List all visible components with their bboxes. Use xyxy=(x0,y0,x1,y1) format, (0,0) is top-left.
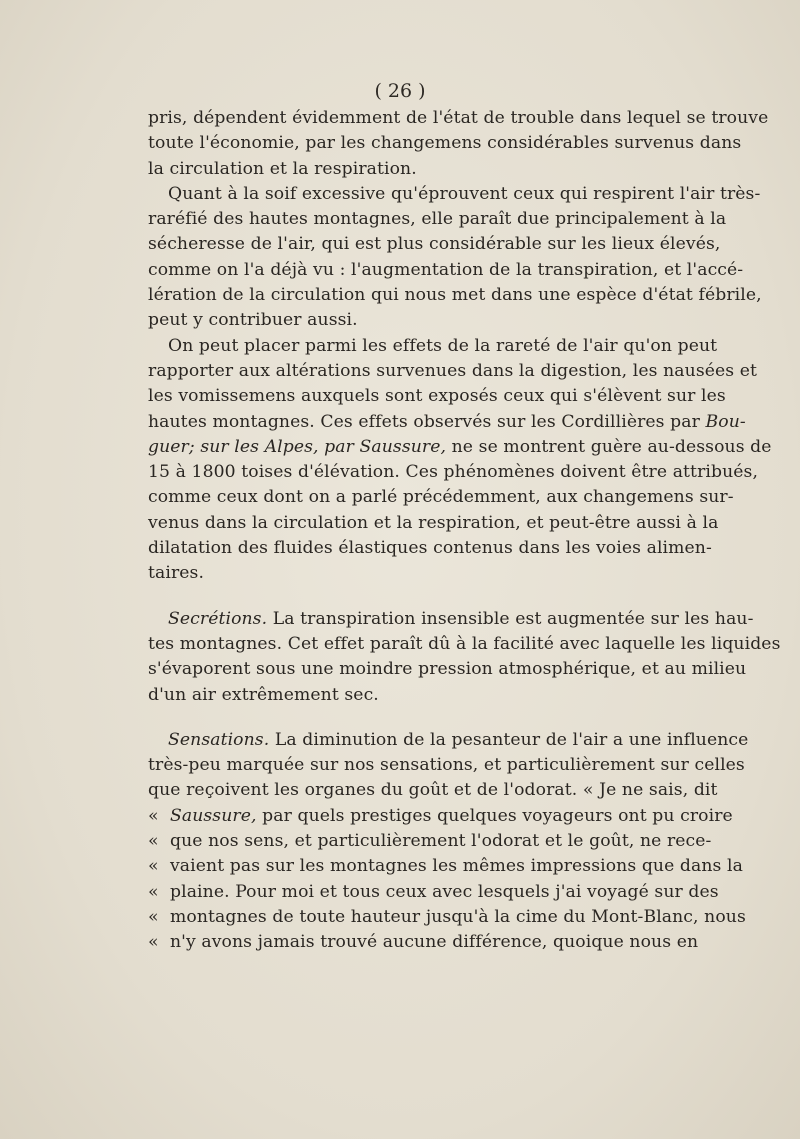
text-line: rapporter aux altérations survenues dans la digestion, les nausées et xyxy=(148,360,758,381)
text-line: On peut placer parmi les effets de la rareté de l'air qu'on peut xyxy=(168,335,718,356)
text-line: Quant à la soif excessive qu'éprouvent ceux qui respirent l'air très- xyxy=(168,183,761,204)
paragraph-4 xyxy=(148,607,781,708)
text-run: n'y avons jamais trouvé aucune différence, quoique nous en xyxy=(170,932,699,953)
text-run: La transpiration insensible est augmentée sur les hau- xyxy=(272,608,754,629)
quote-mark: « xyxy=(148,805,159,826)
text-run: guer; sur les Alpes, par xyxy=(148,436,354,457)
paragraph-2 xyxy=(148,182,762,334)
author-name-saussure: Saussure, xyxy=(170,805,257,826)
text-run: plaine. Pour moi et tous ceux avec lesquels j'ai voyagé sur des xyxy=(170,881,719,902)
text-run: par quels prestiges quelques voyageurs ont pu croire xyxy=(262,805,733,826)
quote-mark: « xyxy=(148,831,159,852)
text-run: ne se montrent guère au-dessous de xyxy=(446,436,772,457)
text-line: très-peu marquée sur nos sensations, et particulièrement sur celles xyxy=(148,755,745,776)
text-line: 15 à 1800 toises d'élévation. Ces phénomènes doivent être attribués, xyxy=(148,462,759,483)
text-line: taires. xyxy=(148,563,205,584)
text-line xyxy=(148,930,699,955)
paragraph-5 xyxy=(148,728,749,956)
text-line: les vomissemens auxquels sont exposés ceux qui s'élèvent sur les xyxy=(148,386,726,407)
text-line xyxy=(148,778,718,803)
text-line xyxy=(148,829,712,854)
text-run: que nos sens, et particulièrement l'odorat et le goût, ne rece- xyxy=(170,831,712,852)
page-number: ( 26 ) xyxy=(374,80,426,102)
text-line: d'un air extrêmement sec. xyxy=(148,684,379,705)
text-run: La diminution de la pesanteur de l'air a une influence xyxy=(274,729,749,750)
author-name-bouguer: Bou- xyxy=(705,411,746,432)
author-name-saussure: Saussure, xyxy=(359,436,447,457)
text-run: que reçoivent les organes du goût et de l'odorat. xyxy=(148,780,578,801)
text-line: venus dans la circulation et la respiration, et peut-être aussi à la xyxy=(148,512,719,533)
text-line: s'évaporent sous une moindre pression atmosphérique, et au milieu xyxy=(148,659,747,680)
section-heading-secretions: Secrétions. xyxy=(168,608,268,629)
text-line: dilatation des fluides élastiques contenus dans les voies alimen- xyxy=(148,538,712,559)
text-line: raréfié des hautes montagnes, elle paraît due principalement à la xyxy=(148,209,727,230)
text-line: lération de la circulation qui nous met dans une espèce d'état fébrile, xyxy=(148,285,762,306)
text-line xyxy=(148,607,754,632)
text-line: tes montagnes. Cet effet paraît dû à la facilité avec laquelle les liquides xyxy=(148,633,781,654)
text-line: sécheresse de l'air, qui est plus considérable sur les lieux élevés, xyxy=(148,234,721,255)
quote-mark: « xyxy=(148,906,159,927)
text-line xyxy=(148,435,772,460)
section-heading-sensations: Sensations. xyxy=(168,729,270,750)
quote-mark: « xyxy=(148,881,159,902)
text-line xyxy=(148,854,743,879)
paragraph-1 xyxy=(148,106,769,182)
section-gap xyxy=(148,587,673,607)
quote-mark: « xyxy=(148,932,159,953)
text-line: comme ceux dont on a parlé précédemment, aux changemens sur- xyxy=(148,487,734,508)
text-run: vaient pas sur les montagnes les mêmes impressions que dans la xyxy=(170,856,743,877)
section-gap xyxy=(148,708,673,728)
quote-mark: « xyxy=(148,856,159,877)
text-run: montagnes de toute hauteur jusqu'à la cime du Mont-Blanc, nous xyxy=(170,906,746,927)
text-run: hautes montagnes. Ces effets observés sur les Cordillières par xyxy=(148,411,700,432)
text-line xyxy=(148,728,749,753)
text-line: pris, dépendent évidemment de l'état de trouble dans lequel se trouve xyxy=(148,108,769,128)
text-line: la circulation et la respiration. xyxy=(148,158,417,179)
text-body xyxy=(148,106,781,956)
text-line xyxy=(148,410,746,435)
text-line xyxy=(148,804,733,829)
text-line: toute l'économie, par les changemens considérables survenus dans xyxy=(148,133,742,154)
text-line: peut y contribuer aussi. xyxy=(148,310,358,331)
text-run: « Je ne sais, dit xyxy=(577,780,718,801)
paragraph-3 xyxy=(148,334,772,587)
text-line xyxy=(148,880,719,905)
text-line: comme on l'a déjà vu : l'augmentation de la transpiration, et l'accé- xyxy=(148,259,744,280)
text-line xyxy=(148,905,746,930)
